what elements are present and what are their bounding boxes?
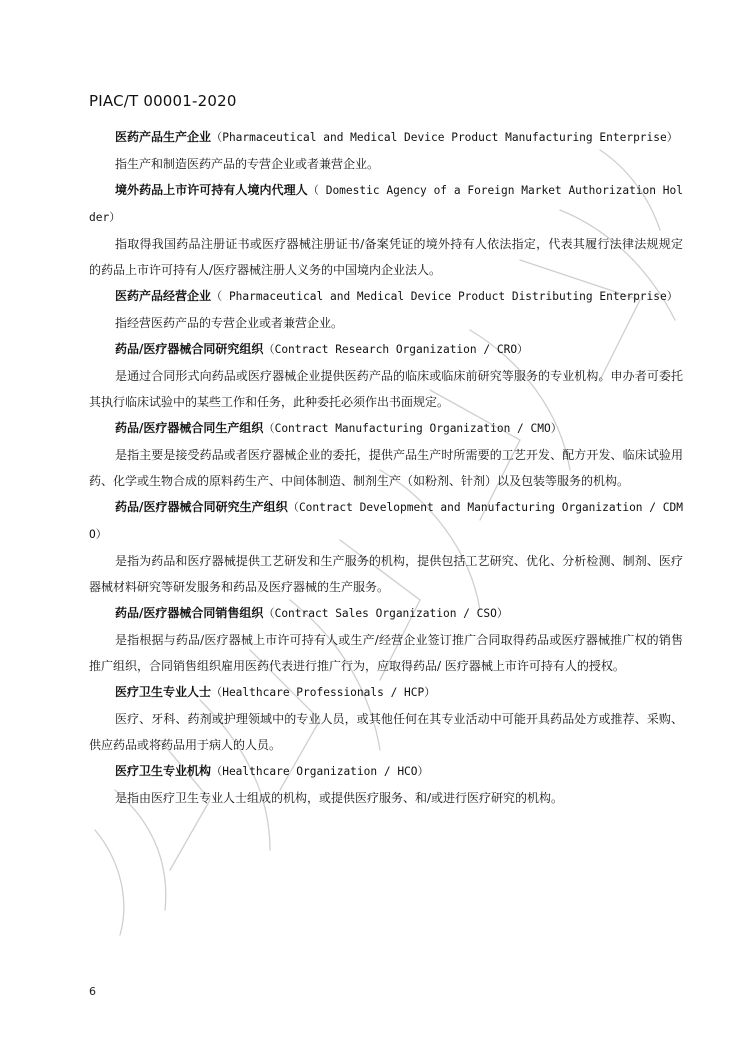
definition-entry	[89, 494, 683, 600]
term-chinese: 医疗卫生专业机构	[115, 764, 212, 778]
term-english: （Pharmaceutical and Medical Device Product Manufacturing Enterprise）	[211, 131, 678, 144]
term-definition: 是指为药品和医疗器械提供工艺研发和生产服务的机构，提供包括工艺研究、优化、分析检测、制剂、医疗器械材料研究等研发服务和药品及医疗器械的生产服务。	[89, 554, 683, 594]
term-definition: 是通过合同形式向药品或医疗器械企业提供医药产品的临床或临床前研究等服务的专业机构。申办者可委托其执行临床试验中的某些工作和任务，此种委托必须作出书面规定。	[89, 369, 683, 409]
term-chinese: 医疗卫生专业人士	[115, 685, 212, 699]
term-chinese: 药品/医疗器械合同研究生产组织	[115, 500, 288, 514]
term-definition: 是指根据与药品/医疗器械上市许可持有人或生产/经营企业签订推广合同取得药品或医疗器械推广权的销售推广组织，合同销售组织雇用医药代表进行推广行为，应取得药品/ 医疗器械上市许可持有人的授权。	[89, 633, 683, 673]
term-definition: 指生产和制造医药产品的专营企业或者兼营企业。	[115, 157, 380, 171]
page-number: 6	[89, 985, 96, 998]
term-chinese: 药品/医疗器械合同销售组织	[115, 606, 264, 620]
definition-entry	[89, 600, 683, 679]
term-heading	[89, 283, 683, 310]
term-english: （Contract Research Organization / CRO）	[263, 343, 529, 356]
term-heading	[89, 679, 683, 706]
definition-entry	[89, 679, 683, 758]
term-heading	[89, 124, 683, 151]
term-english: （Contract Sales Organization / CSO）	[263, 607, 509, 620]
term-definition: 医疗、牙科、药剂或护理领域中的专业人员，或其他任何在其专业活动中可能开具药品处方或推荐、采购、供应药品或将药品用于病人的人员。	[89, 712, 683, 752]
term-english: （Healthcare Professionals / HCP）	[211, 686, 436, 699]
term-definition: 指取得我国药品注册证书或医疗器械注册证书/备案凭证的境外持有人依法指定，代表其履行法律法规规定的药品上市许可持有人/医疗器械注册人义务的中国境内企业法人。	[89, 237, 683, 277]
term-english: （Contract Manufacturing Organization / CMO）	[263, 422, 562, 435]
term-english: （ Domestic Agency of a Foreign Market Authorization Holder）	[89, 184, 683, 224]
term-chinese: 医药产品生产企业	[115, 130, 212, 144]
term-definition: 是指由医疗卫生专业人士组成的机构，或提供医疗服务、和/或进行医疗研究的机构。	[115, 791, 564, 805]
definitions-list	[89, 124, 683, 811]
term-english: （Healthcare Organization / HCO）	[211, 765, 429, 778]
term-chinese: 境外药品上市许可持有人境内代理人	[115, 183, 308, 197]
term-heading	[89, 177, 683, 231]
term-heading	[89, 415, 683, 442]
term-heading	[89, 494, 683, 548]
term-heading	[89, 336, 683, 363]
term-definition: 指经营医药产品的专营企业或者兼营企业。	[115, 316, 344, 330]
term-english: （ Pharmaceutical and Medical Device Product Distributing Enterprise）	[211, 290, 678, 303]
definition-entry	[89, 415, 683, 494]
definition-entry	[89, 336, 683, 415]
term-chinese: 医药产品经营企业	[115, 289, 212, 303]
definition-entry	[89, 283, 683, 336]
term-chinese: 药品/医疗器械合同研究组织	[115, 342, 264, 356]
definition-entry	[89, 177, 683, 283]
term-heading	[89, 758, 683, 785]
document-code: PIAC/T 00001-2020	[89, 92, 237, 110]
term-definition: 是指主要是接受药品或者医疗器械企业的委托，提供产品生产时所需要的工艺开发、配方开发、临床试验用药、化学或生物合成的原料药生产、中间体制造、制剂生产（如粉剂、针剂）以及包装等服务的机构。	[89, 448, 683, 488]
term-chinese: 药品/医疗器械合同生产组织	[115, 421, 264, 435]
definition-entry	[89, 758, 683, 811]
term-english: （Contract Development and Manufacturing Organization / CDMO）	[89, 501, 684, 541]
term-heading	[89, 600, 683, 627]
definition-entry	[89, 124, 683, 177]
